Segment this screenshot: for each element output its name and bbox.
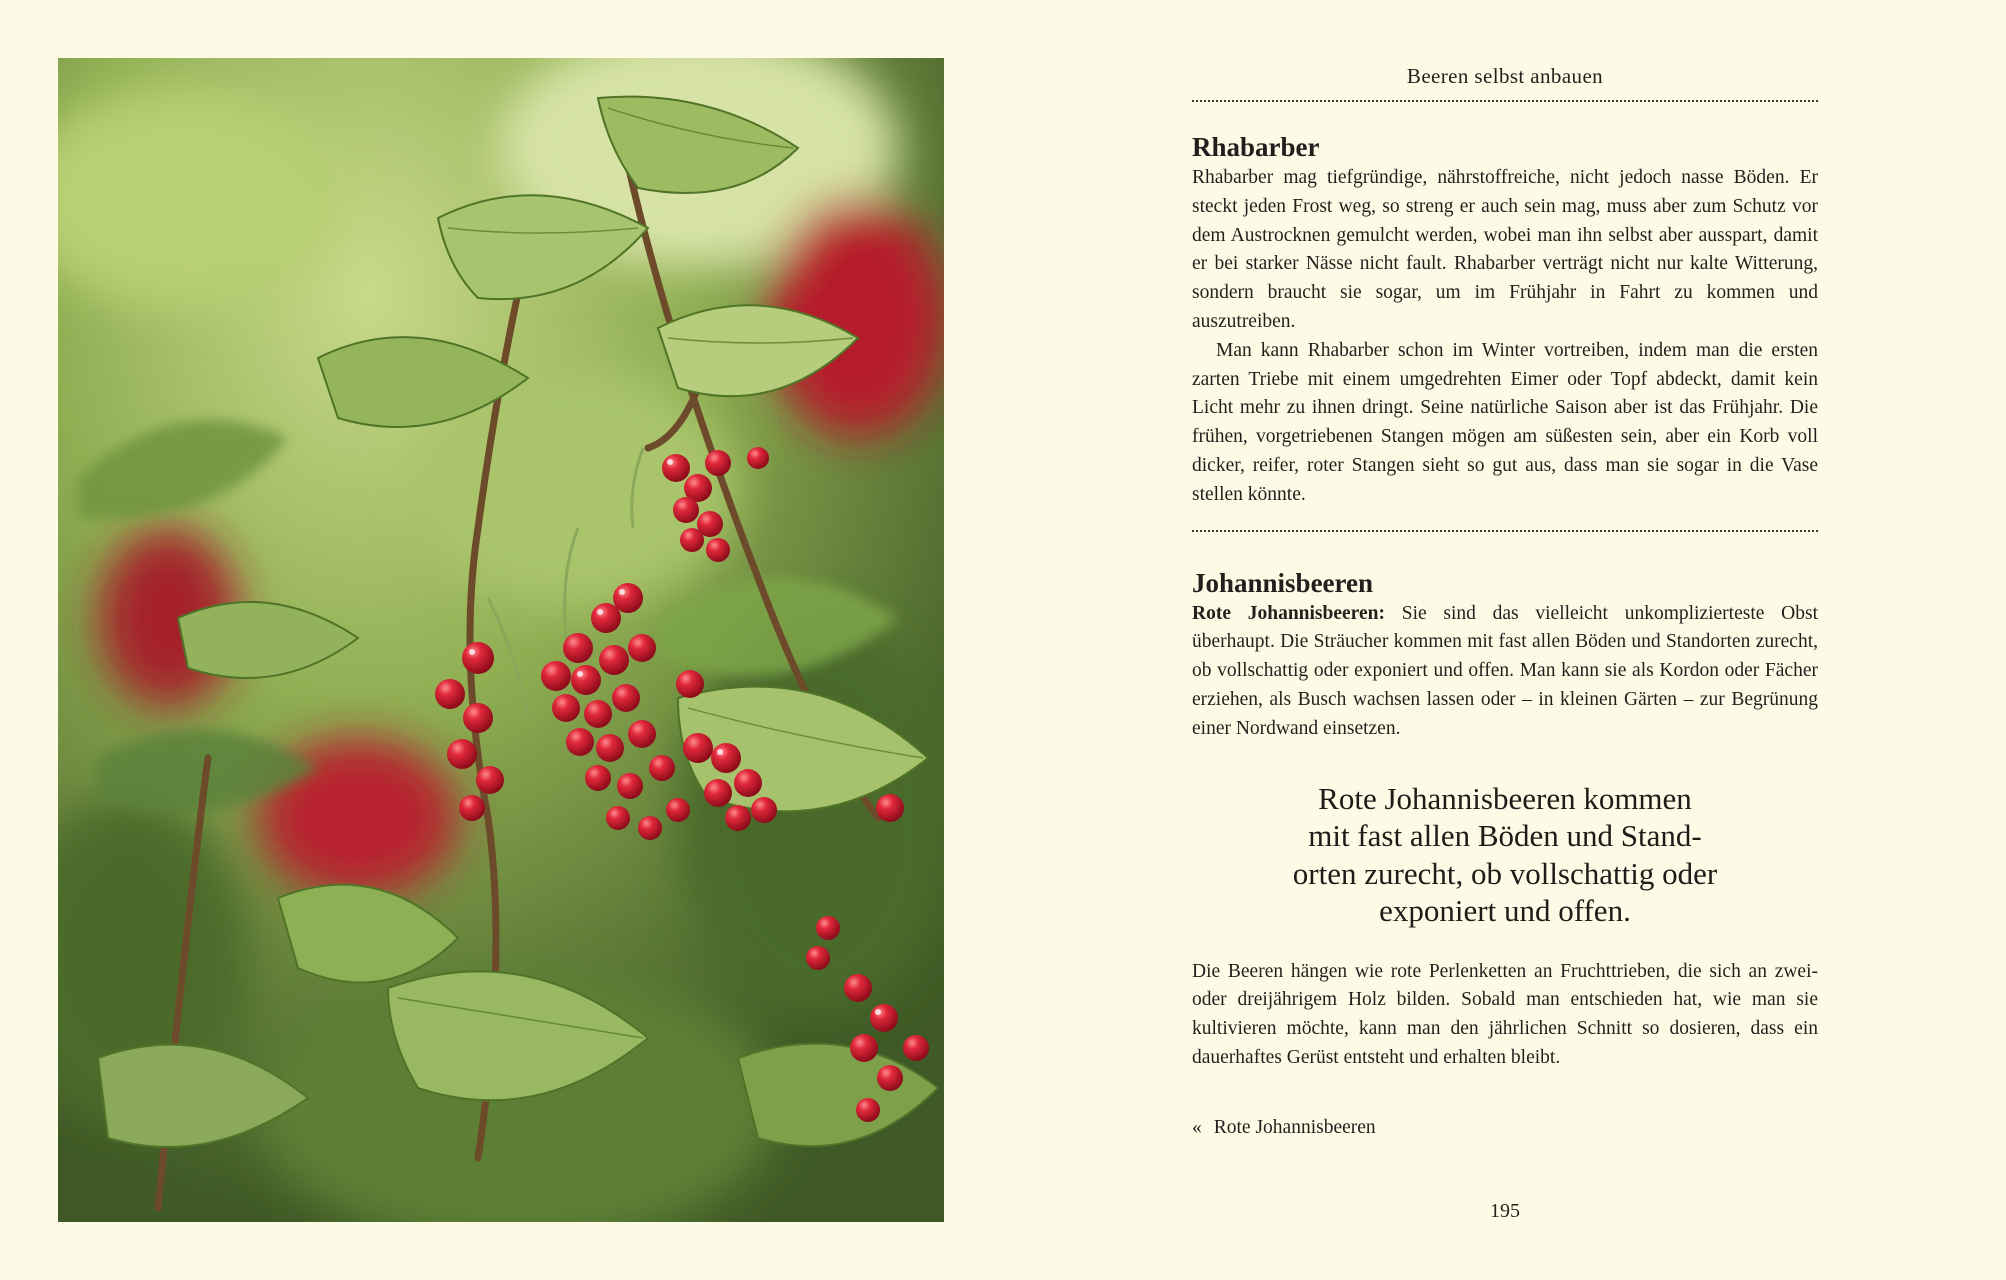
section-heading-rhabarber: Rhabarber: [1192, 132, 1320, 162]
section-heading-johannisbeeren: Johannisbeeren: [1192, 567, 1374, 598]
johannisbeeren-paragraph-1: [1192, 600, 1818, 744]
running-head: Beeren selbst anbauen: [1406, 64, 1604, 88]
pull-quote-line: orten zurecht, ob vollschattig oder: [1292, 855, 1718, 891]
rhabarber-paragraph-1: Rhabarber mag tiefgründige, nährstoffreiche, nicht jedoch nasse Böden. Er steckt jeden Frost weg, so streng er auch sein mag, muss aber zum Schutz vor dem Austrocknen gemulcht werden, wobei man ihn selbst aber ausspart, damit er bei starker Nässe nicht fault. Rhabarber verträgt nicht nur kalte Witterung, sondern braucht sie sogar, um im Frühjahr in Fahrt zu kommen und auszutreiben.: [1192, 167, 1818, 332]
paragraph-text: Sie sind das vielleicht unkomplizierteste Obst überhaupt. Die Sträucher kommen mit fast allen Böden und Standorten zurecht, ob vollschattig oder exponiert und offen. Man kann sie als Kordon oder Fächer erziehen, als Busch wachsen lassen oder – in kleinen Gärten – zur Begrünung einer Nordwand einsetzen.: [1192, 602, 1818, 739]
johannisbeeren-paragraph-2: Die Beeren hängen wie rote Perlenketten an Fruchttrieben, die sich an zwei- oder dreijährigem Holz bilden. Sobald man entschieden hat, wie man sie kultivieren möchte, kann man den jährlichen Schnitt so dosieren, dass ein dauerhaftes Gerüst entsteht und erhalten bleibt.: [1192, 960, 1818, 1068]
pull-quote-line: Rote Johannisbeeren kommen: [1318, 780, 1692, 816]
pull-quote: [1192, 780, 1818, 930]
page-number: 195: [1490, 1200, 1520, 1222]
text-column: [1192, 58, 1818, 1073]
caption-marker: «: [1192, 1117, 1202, 1138]
caption-text: Rote Johannisbeeren: [1213, 1117, 1376, 1138]
dotted-divider: [1192, 530, 1818, 532]
red-currant-photo: [58, 58, 944, 1222]
dotted-divider: [1192, 100, 1818, 102]
photo-caption: [1192, 1117, 1376, 1139]
rhabarber-paragraph-2: Man kann Rhabarber schon im Winter vortreiben, indem man die ersten zarten Triebe mit einem umgedrehten Eimer oder Topf abdeckt, damit kein Licht mehr zu ihnen dringt. Seine natürliche Saison aber ist das Frühjahr. Die frühen, vorgetriebenen Stangen mögen am süßesten sein, aber ein Korb voll dicker, reifer, roter Stangen sieht so gut aus, dass man sie sogar in die Vase stellen könnte.: [1192, 339, 1818, 505]
pull-quote-line: exponiert und offen.: [1379, 893, 1631, 929]
lead-label: Rote Johannisbeeren:: [1192, 602, 1385, 624]
pull-quote-line: mit fast allen Böden und Stand-: [1308, 818, 1702, 854]
